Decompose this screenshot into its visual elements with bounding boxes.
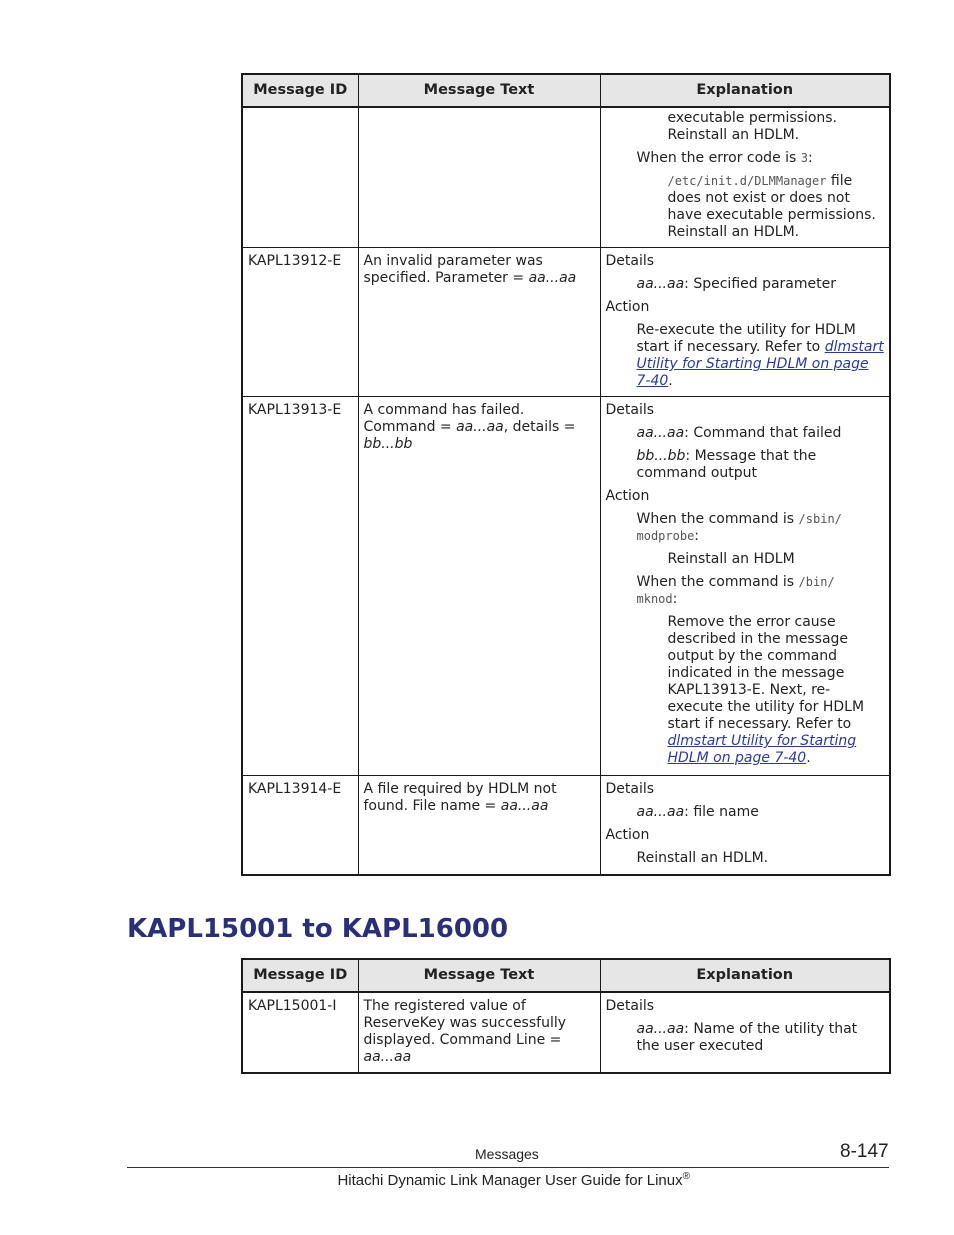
explanation-cell <box>600 397 890 776</box>
table-row <box>242 107 890 248</box>
message-text-cell <box>358 776 600 875</box>
explanation-cell <box>600 776 890 875</box>
condition-colon: : <box>808 150 813 166</box>
action-period: . <box>668 373 673 389</box>
detail-text: : Message that the command output <box>636 448 817 481</box>
footer-title <box>337 1171 690 1189</box>
details-label: Details <box>605 998 655 1014</box>
action-text: Re-execute the utility for HDLM start if necessary. Refer to <box>636 322 856 355</box>
header-message-text: Message Text <box>358 959 600 992</box>
footer-divider <box>127 1167 889 1168</box>
details-label: Details <box>605 781 655 797</box>
variable: aa...aa <box>636 276 685 292</box>
command-path: modprobe <box>636 529 695 543</box>
variable: aa...aa <box>528 270 577 286</box>
file-path: /etc/init.d/DLMManager <box>667 174 827 188</box>
explanation-cell <box>600 992 890 1073</box>
action-label: Action <box>605 827 650 843</box>
message-text: A command has failed. Command = <box>363 402 525 435</box>
explanation-line: have executable permissions. <box>667 207 876 223</box>
variable: aa...aa <box>636 425 685 441</box>
details-label: Details <box>605 402 655 418</box>
dlmstart-link[interactable]: dlmstart Utility for Starting HDLM on page 7-40 <box>667 733 857 766</box>
action-label: Action <box>605 488 650 504</box>
header-explanation: Explanation <box>600 959 890 992</box>
message-table-1 <box>241 73 891 876</box>
variable: bb...bb <box>636 448 686 464</box>
variable: aa...aa <box>500 798 549 814</box>
message-text-cell <box>358 992 600 1073</box>
condition-text: When the command is <box>636 574 799 590</box>
variable: aa...aa <box>363 1049 412 1065</box>
explanation-line: Reinstall an HDLM. <box>667 127 800 143</box>
action-text: Reinstall an HDLM. <box>636 850 769 866</box>
table-header-row <box>242 74 890 107</box>
explanation-line: Reinstall an HDLM. <box>667 224 800 240</box>
condition-colon: : <box>672 591 678 607</box>
message-text-cell <box>358 107 600 248</box>
explanation-line: executable permissions. <box>667 110 838 126</box>
message-id-cell: KAPL13912-E <box>242 248 358 397</box>
document-title: Hitachi Dynamic Link Manager User Guide for Linux <box>337 1172 683 1189</box>
variable: aa...aa <box>636 1021 685 1037</box>
action-text: Reinstall an HDLM <box>667 551 795 567</box>
detail-text: : Name of the utility that the user executed <box>636 1021 858 1054</box>
detail-text: : file name <box>684 804 759 820</box>
header-explanation: Explanation <box>600 74 890 107</box>
action-period: . <box>806 750 811 766</box>
section-heading: KAPL15001 to KAPL16000 <box>127 914 509 944</box>
message-text: An invalid parameter was specified. Parameter = <box>363 253 543 286</box>
error-code: 3 <box>800 151 809 165</box>
explanation-line: file <box>826 173 853 189</box>
table-header-row <box>242 959 890 992</box>
explanation-line: does not exist or does not <box>667 190 850 206</box>
message-id-cell: KAPL13913-E <box>242 397 358 776</box>
condition-colon: : <box>694 528 700 544</box>
message-text-cell <box>358 397 600 776</box>
message-id-cell: KAPL13914-E <box>242 776 358 875</box>
table-row <box>242 776 890 875</box>
detail-text: : Command that failed <box>684 425 842 441</box>
message-id-cell: KAPL15001-I <box>242 992 358 1073</box>
dlmstart-link[interactable]: dlmstart Utility for Starting HDLM on page 7-40 <box>636 339 884 389</box>
condition-text: When the command is <box>636 511 799 527</box>
message-text: , details = <box>503 419 576 435</box>
explanation-cell <box>600 248 890 397</box>
header-message-id: Message ID <box>242 959 358 992</box>
condition-text: When the error code is <box>636 150 801 166</box>
details-label: Details <box>605 253 655 269</box>
variable: aa...aa <box>456 419 504 435</box>
message-table-2 <box>241 958 891 1074</box>
table-row <box>242 397 890 776</box>
footer-section: Messages <box>475 1146 539 1162</box>
variable: aa...aa <box>636 804 685 820</box>
message-text: A file required by HDLM not found. File name = <box>363 781 557 814</box>
message-id-cell <box>242 107 358 248</box>
command-path: /bin/ <box>798 575 835 589</box>
explanation-cell <box>600 107 890 248</box>
table-row <box>242 992 890 1073</box>
header-message-id: Message ID <box>242 74 358 107</box>
table-row <box>242 248 890 397</box>
message-text-cell <box>358 248 600 397</box>
registered-mark: ® <box>682 1171 690 1182</box>
message-text: The registered value of ReserveKey was successfully displayed. Command Line = <box>363 998 567 1048</box>
header-message-text: Message Text <box>358 74 600 107</box>
command-path: /sbin/ <box>798 512 842 526</box>
detail-text: : Specified parameter <box>684 276 836 292</box>
action-label: Action <box>605 299 650 315</box>
page-number: 8-147 <box>840 1141 889 1162</box>
variable: bb...bb <box>363 436 413 452</box>
command-path: mknod <box>636 592 673 606</box>
action-text: Remove the error cause described in the message output by the command indicated in the message KAPL13913-E. Next, re-execute the utility for HDLM start if necessary. Refer to <box>667 614 865 732</box>
